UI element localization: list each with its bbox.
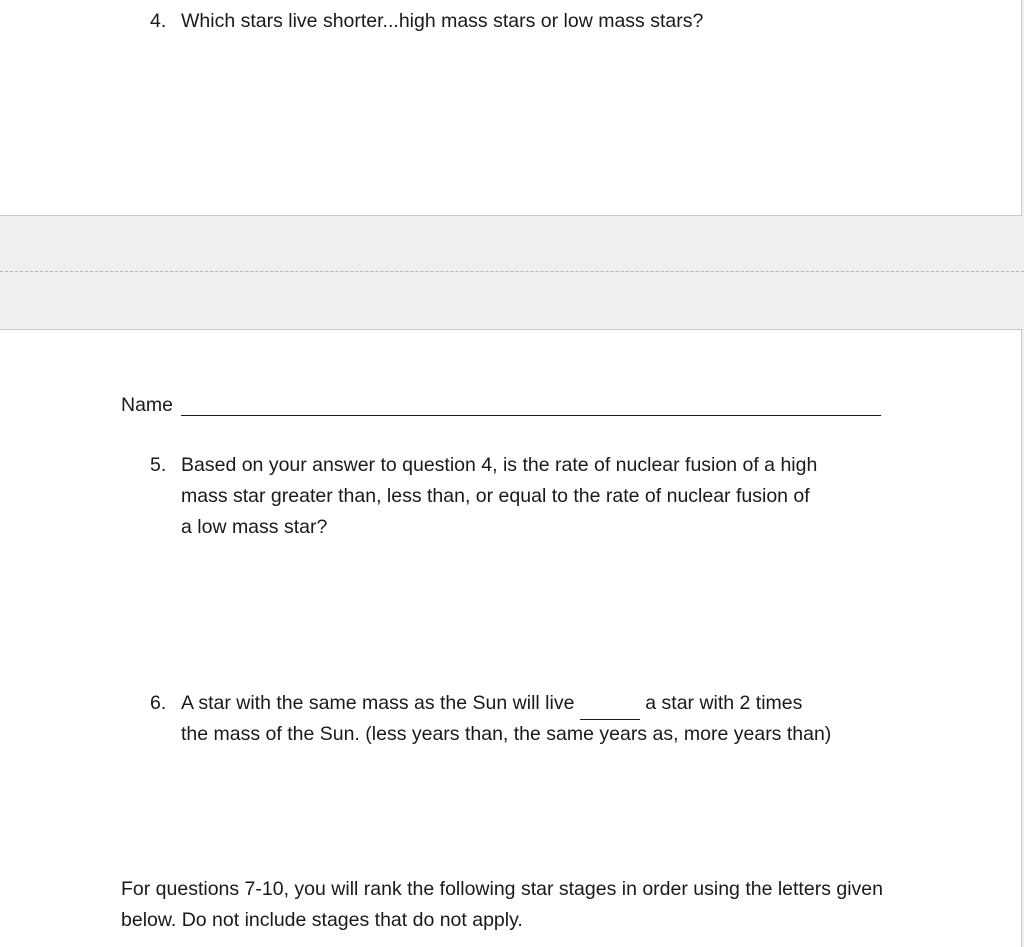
question-5-line-3: a low mass star?	[181, 516, 328, 538]
question-4-number: 4.	[150, 10, 167, 32]
question-6-line-1-end: a star with 2 times	[645, 692, 803, 714]
question-6-blank[interactable]	[580, 688, 640, 720]
question-6-line-1-start: A star with the same mass as the Sun will live	[181, 692, 575, 714]
question-6-number: 6.	[150, 692, 167, 714]
instructions-line-2: below. Do not include stages that do not apply.	[121, 909, 523, 931]
instructions-line-1: For questions 7-10, you will rank the following star stages in order using the letters given	[121, 878, 883, 900]
document-page-top	[0, 0, 1022, 216]
name-label: Name	[121, 394, 174, 416]
page-break-dashed-line	[0, 271, 1024, 272]
document-page-bottom	[0, 329, 1022, 947]
name-input-line[interactable]	[181, 415, 881, 416]
question-5-line-1: Based on your answer to question 4, is the rate of nuclear fusion of a high	[181, 454, 818, 476]
question-5-number: 5.	[150, 454, 167, 476]
question-5-line-2: mass star greater than, less than, or equal to the rate of nuclear fusion of	[181, 485, 810, 507]
question-6-line-2: the mass of the Sun. (less years than, the same years as, more years than)	[181, 723, 832, 745]
question-6-line-1	[181, 688, 802, 720]
question-4-text: Which stars live shorter...high mass stars or low mass stars?	[181, 10, 704, 32]
page-gap	[0, 216, 1024, 329]
